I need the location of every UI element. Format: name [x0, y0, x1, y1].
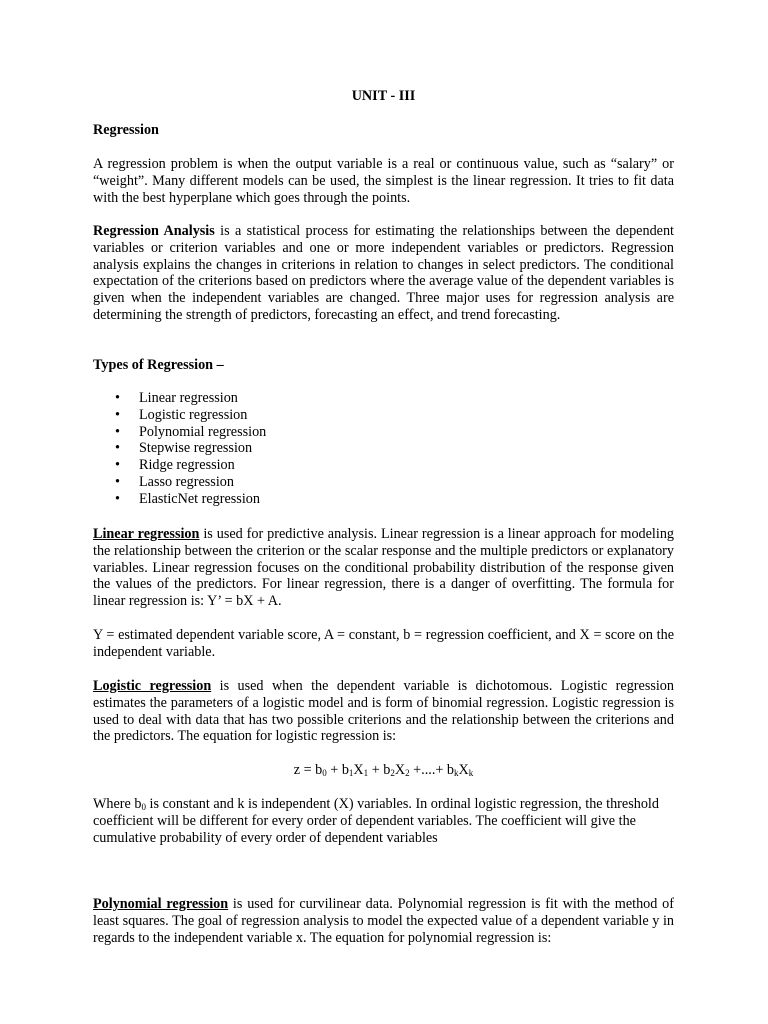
linear-regression-text: is used for predictive analysis. Linear regression is a linear approach for modeling the relationship between the criterion or the scalar response and the multiple predictors or explanatory variables. Linear regression focuses on the conditional probability distribution of the response given the values of the predictors. For linear regression, there is a danger of overfitting. The formula for linear regression is: Y’ = bX + A.	[93, 526, 675, 610]
logistic-regression-paragraph	[93, 678, 674, 745]
linear-definitions-paragraph: Y = estimated dependent variable score, A = constant, b = regression coefficient, and X = score on the independent variable.	[93, 627, 674, 660]
intro-paragraph: A regression problem is when the output variable is a real or continuous value, such as “salary” or “weight”. Many different models can be used, the simplest is the linear regression. It tries to fit data with the best hyperplane which goes through the points.	[93, 156, 674, 206]
polynomial-regression-paragraph	[93, 896, 674, 946]
regression-analysis-paragraph	[93, 223, 674, 324]
logistic-where-paragraph: Where $b_0$ is constant and k is independent (X) variables. In ordinal logistic regression, the threshold coefficient will be different for every order of dependent variables. The coefficient will give the cumulative probability of every order of dependent variables	[93, 796, 659, 846]
unit-title: UNIT - III	[351, 88, 416, 104]
polynomial-regression-term: Polynomial regression	[93, 896, 229, 912]
logistic-formula: $z = b_0 + b_1X_1 + b_2X_2$ +....+ $b_kX_k$	[293, 762, 474, 778]
regression-analysis-text: is a statistical process for estimating the relationships between the dependent variables or criterion variables and one or more independent variables or predictors. Regression analysis explains the changes in criterions in relation to changes in select predictors. The conditional expectation of the criterions based on predictors where the average value of the dependent variables is given when the independent variables are changed. Three major uses for regression analysis are determining the strength of predictors, forecasting an effect, and trend forecasting.	[93, 223, 674, 323]
section-title: Regression	[93, 122, 159, 138]
list-item: • Ridge regression	[93, 457, 266, 474]
list-item: • Linear regression	[93, 390, 266, 407]
types-list	[93, 390, 266, 508]
linear-regression-paragraph	[93, 526, 674, 610]
linear-regression-term: Linear regression	[93, 526, 200, 542]
logistic-regression-term: Logistic regression	[93, 678, 212, 694]
types-heading: Types of Regression –	[93, 357, 224, 373]
logistic-regression-text: is used when the dependent variable is dichotomous. Logistic regression estimates the parameters of a logistic model and is form of binomial regression. Logistic regression is used to deal with data that has two possible criterions and the relationship between the criterions and the predictors. The equation for logistic regression is:	[93, 678, 674, 745]
regression-analysis-term: Regression Analysis	[93, 223, 215, 239]
list-item: • Stepwise regression	[93, 440, 266, 457]
list-item: • Lasso regression	[93, 474, 266, 491]
list-item: • Polynomial regression	[93, 424, 266, 441]
list-item: • Logistic regression	[93, 407, 266, 424]
polynomial-regression-text: is used for curvilinear data. Polynomial regression is fit with the method of least squares. The goal of regression analysis to model the expected value of a dependent variable y in regards to the independent variable x. The equation for polynomial regression is:	[93, 896, 674, 946]
list-item: • ElasticNet regression	[93, 491, 266, 508]
